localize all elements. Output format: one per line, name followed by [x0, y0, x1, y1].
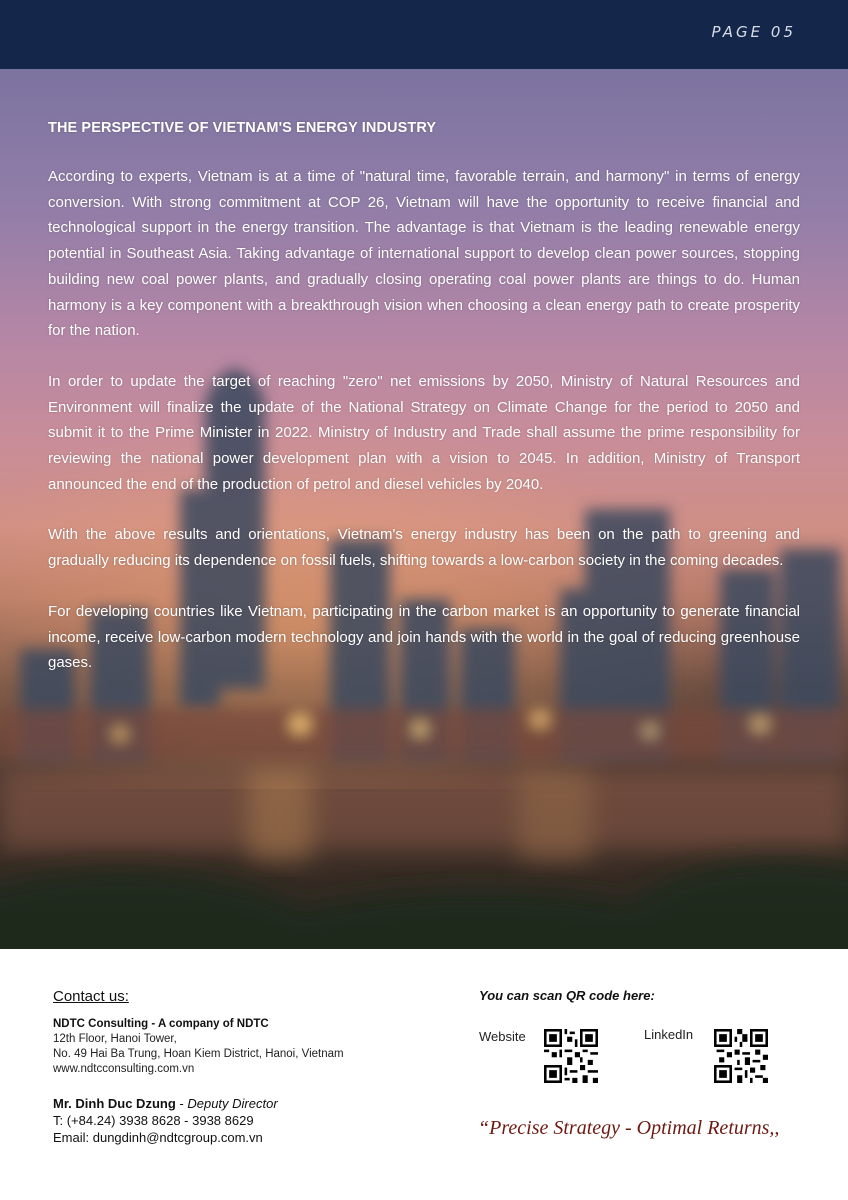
- article-title: THE PERSPECTIVE OF VIETNAM'S ENERGY INDUSTRY: [48, 120, 437, 136]
- footer: [0, 949, 848, 1200]
- article-paragraph: With the above results and orientations, Vietnam's energy industry has been on the path to greening and gradually reducing its dependence on fossil fuels, shifting towards a low-carbon society in the coming decades.: [48, 526, 800, 570]
- qr-prompt: You can scan QR code here:: [479, 988, 655, 1003]
- person-role: Deputy Director: [187, 1096, 278, 1111]
- article-paragraph: According to experts, Vietnam is at a time of "natural time, favorable terrain, and harmony" in terms of energy conversion. With strong commitment at COP 26, Vietnam will have the opportunity to receive financial and technological support in the energy transition. The advantage is that Vietnam is the leading renewable energy potential in Southeast Asia. Taking advantage of international support to develop clean power sources, stopping building new coal power plants, and gradually closing operating coal power plants are things to do. Human harmony is a key component with a breakthrough vision when choosing a clean energy path to create prosperity for the nation.: [48, 168, 800, 340]
- article-content: [48, 120, 800, 701]
- page-number: PAGE 05: [711, 23, 796, 41]
- contact-heading: Contact us:: [53, 988, 129, 1005]
- city-background-image: [0, 69, 848, 949]
- slogan: “Precise Strategy - Optimal Returns,,: [478, 1117, 780, 1139]
- qr-website-label: Website: [479, 1029, 526, 1044]
- company-name: NDTC Consulting - A company of NDTC: [53, 1018, 269, 1030]
- header-bar: [0, 0, 848, 69]
- article-paragraph: For developing countries like Vietnam, participating in the carbon market is an opportunity to generate financial income, receive low-carbon modern technology and join hands with the world in the goal of reducing greenhouse gases.: [48, 602, 800, 672]
- email-address[interactable]: Email: dungdinh@ndtcgroup.com.vn: [53, 1130, 263, 1145]
- address-line-1: 12th Floor, Hanoi Tower,: [53, 1033, 177, 1045]
- phone-number: T: (+84.24) 3938 8628 - 3938 8629: [53, 1113, 254, 1128]
- qr-code-icon[interactable]: [544, 1029, 598, 1083]
- person-line: [53, 1095, 278, 1112]
- qr-linkedin-label: LinkedIn: [644, 1027, 694, 1042]
- address-line-2: No. 49 Hai Ba Trung, Hoan Kiem District, Hanoi, Vietnam: [53, 1048, 344, 1060]
- person-separator: -: [175, 1096, 188, 1111]
- article-paragraph: In order to update the target of reaching "zero" net emissions by 2050, Ministry of Natural Resources and Environment will finalize the update of the National Strategy on Climate Change for the period to 2050 and submit it to the Prime Minister in 2022. Ministry of Industry and Trade shall assume the prime responsibility for reviewing the national power development plan with a vision to 2045. In addition, Ministry of Transport announced the end of the production of petrol and diesel vehicles by 2040.: [48, 372, 800, 493]
- qr-code-icon[interactable]: [714, 1029, 768, 1083]
- website-link[interactable]: www.ndtcconsulting.com.vn: [53, 1063, 195, 1075]
- contact-person: [53, 1095, 278, 1146]
- person-name: Mr. Dinh Duc Dzung: [53, 1096, 176, 1111]
